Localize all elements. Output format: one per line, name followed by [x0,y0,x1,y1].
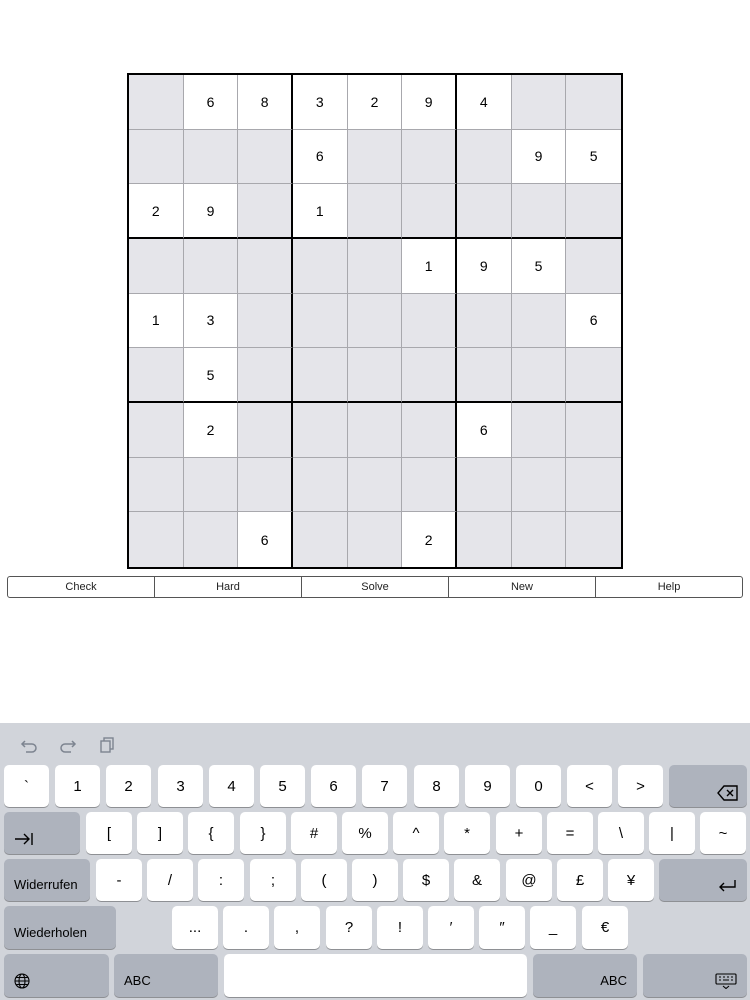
action-segmented-control [7,576,743,598]
sudoku-cell[interactable] [348,130,403,185]
sudoku-cell[interactable] [457,512,512,567]
key[interactable]: ] [137,812,183,854]
sudoku-cell[interactable] [348,184,403,239]
key[interactable]: _ [530,906,576,949]
key[interactable]: { [188,812,234,854]
sudoku-cell[interactable] [566,512,621,567]
sudoku-cell[interactable] [238,403,293,458]
return-icon [717,879,737,893]
tab-icon [14,832,34,846]
sudoku-cell[interactable] [566,458,621,513]
sudoku-cell[interactable] [348,239,403,294]
key[interactable]: € [582,906,628,949]
key[interactable]: } [240,812,286,854]
difficulty-button[interactable]: Hard [155,577,302,597]
sudoku-cell[interactable] [293,294,348,349]
sudoku-cell[interactable] [238,239,293,294]
sudoku-cell[interactable] [402,130,457,185]
sudoku-cell[interactable] [293,348,348,403]
key[interactable]: ^ [393,812,439,854]
key[interactable]: ... [172,906,218,949]
key[interactable]: 0 [516,765,561,807]
sudoku-cell[interactable] [348,348,403,403]
sudoku-cell[interactable]: 2 [129,184,184,239]
undo-key[interactable]: Widerrufen [4,859,90,901]
sudoku-cell[interactable]: 9 [402,75,457,130]
key[interactable]: 6 [311,765,356,807]
key[interactable]: & [454,859,500,901]
keyboard-hide-icon [715,973,737,989]
key[interactable]: | [649,812,695,854]
sudoku-cell[interactable] [566,184,621,239]
sudoku-cell[interactable]: 3 [293,75,348,130]
key[interactable]: : [198,859,244,901]
sudoku-cell[interactable] [293,512,348,567]
sudoku-cell[interactable] [238,130,293,185]
sudoku-cell[interactable] [238,348,293,403]
globe-key[interactable] [4,954,109,997]
sudoku-cell[interactable]: 4 [457,75,512,130]
sudoku-cell[interactable]: 9 [512,130,567,185]
sudoku-cell[interactable]: 5 [184,348,239,403]
sudoku-cell[interactable] [512,458,567,513]
sudoku-cell[interactable] [238,294,293,349]
key[interactable]: ; [250,859,296,901]
sudoku-cell[interactable] [184,130,239,185]
key[interactable]: 2 [106,765,151,807]
sudoku-cell[interactable] [184,458,239,513]
sudoku-cell[interactable] [129,130,184,185]
key[interactable]: > [618,765,663,807]
globe-icon [14,973,30,989]
sudoku-board [127,73,623,569]
sudoku-cell[interactable] [348,294,403,349]
key[interactable]: 7 [362,765,407,807]
sudoku-cell[interactable] [512,512,567,567]
delete-icon [717,785,739,801]
key[interactable]: 4 [209,765,254,807]
sudoku-cell[interactable]: 9 [184,184,239,239]
paste-icon[interactable] [98,735,118,755]
sudoku-cell[interactable]: 5 [512,239,567,294]
undo-icon[interactable] [19,735,39,755]
keyboard-shortcut-bar [0,723,750,763]
sudoku-cell[interactable] [293,403,348,458]
key[interactable]: ″ [479,906,525,949]
sudoku-cell[interactable] [184,512,239,567]
sudoku-cell[interactable]: 6 [184,75,239,130]
redo-key[interactable]: Wiederholen [4,906,116,949]
sudoku-cell[interactable] [457,294,512,349]
check-button[interactable]: Check [8,577,155,597]
sudoku-cell[interactable]: 1 [402,239,457,294]
sudoku-cell[interactable]: 6 [457,403,512,458]
sudoku-cell[interactable] [457,184,512,239]
new-game-button[interactable]: New [449,577,596,597]
return-key[interactable] [659,859,747,901]
abc-key-left[interactable]: ABC [114,954,218,997]
key[interactable]: ? [326,906,372,949]
sudoku-cell[interactable] [566,403,621,458]
sudoku-cell[interactable] [402,403,457,458]
sudoku-cell[interactable] [457,348,512,403]
key[interactable]: # [291,812,337,854]
abc-key-right[interactable]: ABC [533,954,637,997]
key[interactable]: ) [352,859,398,901]
key[interactable]: = [547,812,593,854]
delete-key[interactable] [669,765,747,807]
tab-key[interactable] [4,812,80,854]
sudoku-cell[interactable]: 6 [238,512,293,567]
key[interactable]: 8 [414,765,459,807]
key[interactable]: 5 [260,765,305,807]
key[interactable]: ¥ [608,859,654,901]
sudoku-cell[interactable]: 2 [402,512,457,567]
key[interactable]: 3 [158,765,203,807]
key[interactable]: , [274,906,320,949]
sudoku-cell[interactable]: 6 [293,130,348,185]
sudoku-cell[interactable] [129,512,184,567]
sudoku-cell[interactable] [566,239,621,294]
redo-icon[interactable] [58,735,78,755]
sudoku-cell[interactable] [238,458,293,513]
sudoku-cell[interactable]: 5 [566,130,621,185]
key[interactable]: ` [4,765,49,807]
sudoku-cell[interactable] [293,239,348,294]
solve-button[interactable]: Solve [302,577,449,597]
sudoku-cell[interactable] [348,403,403,458]
sudoku-cell[interactable] [129,458,184,513]
sudoku-cell[interactable]: 8 [238,75,293,130]
sudoku-cell[interactable] [238,184,293,239]
sudoku-cell[interactable] [402,294,457,349]
key[interactable]: ′ [428,906,474,949]
space-key[interactable] [224,954,527,997]
key[interactable]: - [96,859,142,901]
sudoku-cell[interactable] [512,403,567,458]
sudoku-cell[interactable] [402,184,457,239]
sudoku-cell[interactable] [348,512,403,567]
key[interactable]: . [223,906,269,949]
key[interactable]: % [342,812,388,854]
sudoku-cell[interactable]: 9 [457,239,512,294]
key[interactable]: ! [377,906,423,949]
key[interactable]: ( [301,859,347,901]
key[interactable]: < [567,765,612,807]
key[interactable]: [ [86,812,132,854]
help-button[interactable]: Help [657,581,681,593]
sudoku-cell[interactable] [293,458,348,513]
key[interactable]: 9 [465,765,510,807]
key[interactable]: 1 [55,765,100,807]
sudoku-cell[interactable]: 6 [566,294,621,349]
key[interactable]: \ [598,812,644,854]
sudoku-cell[interactable] [512,75,567,130]
sudoku-cell[interactable] [402,348,457,403]
key[interactable]: ~ [700,812,746,854]
key[interactable]: + [496,812,542,854]
sudoku-cell[interactable] [129,403,184,458]
sudoku-cell[interactable] [512,184,567,239]
sudoku-cell[interactable] [512,348,567,403]
sudoku-cell[interactable] [129,75,184,130]
sudoku-cell[interactable] [184,239,239,294]
sudoku-cell[interactable]: 1 [293,184,348,239]
sudoku-cell[interactable]: 2 [184,403,239,458]
sudoku-cell[interactable] [129,348,184,403]
sudoku-cell[interactable]: 1 [129,294,184,349]
key[interactable]: $ [403,859,449,901]
sudoku-cell[interactable] [402,458,457,513]
key[interactable]: @ [506,859,552,901]
key[interactable]: * [444,812,490,854]
sudoku-cell[interactable] [348,458,403,513]
key[interactable]: £ [557,859,603,901]
sudoku-cell[interactable] [566,75,621,130]
onscreen-keyboard [0,723,750,1000]
sudoku-cell[interactable] [512,294,567,349]
key[interactable]: / [147,859,193,901]
sudoku-cell[interactable] [457,458,512,513]
sudoku-cell[interactable] [129,239,184,294]
sudoku-cell[interactable]: 3 [184,294,239,349]
hide-keyboard-key[interactable] [643,954,747,997]
sudoku-cell[interactable]: 2 [348,75,403,130]
sudoku-cell[interactable] [457,130,512,185]
sudoku-cell[interactable] [566,348,621,403]
